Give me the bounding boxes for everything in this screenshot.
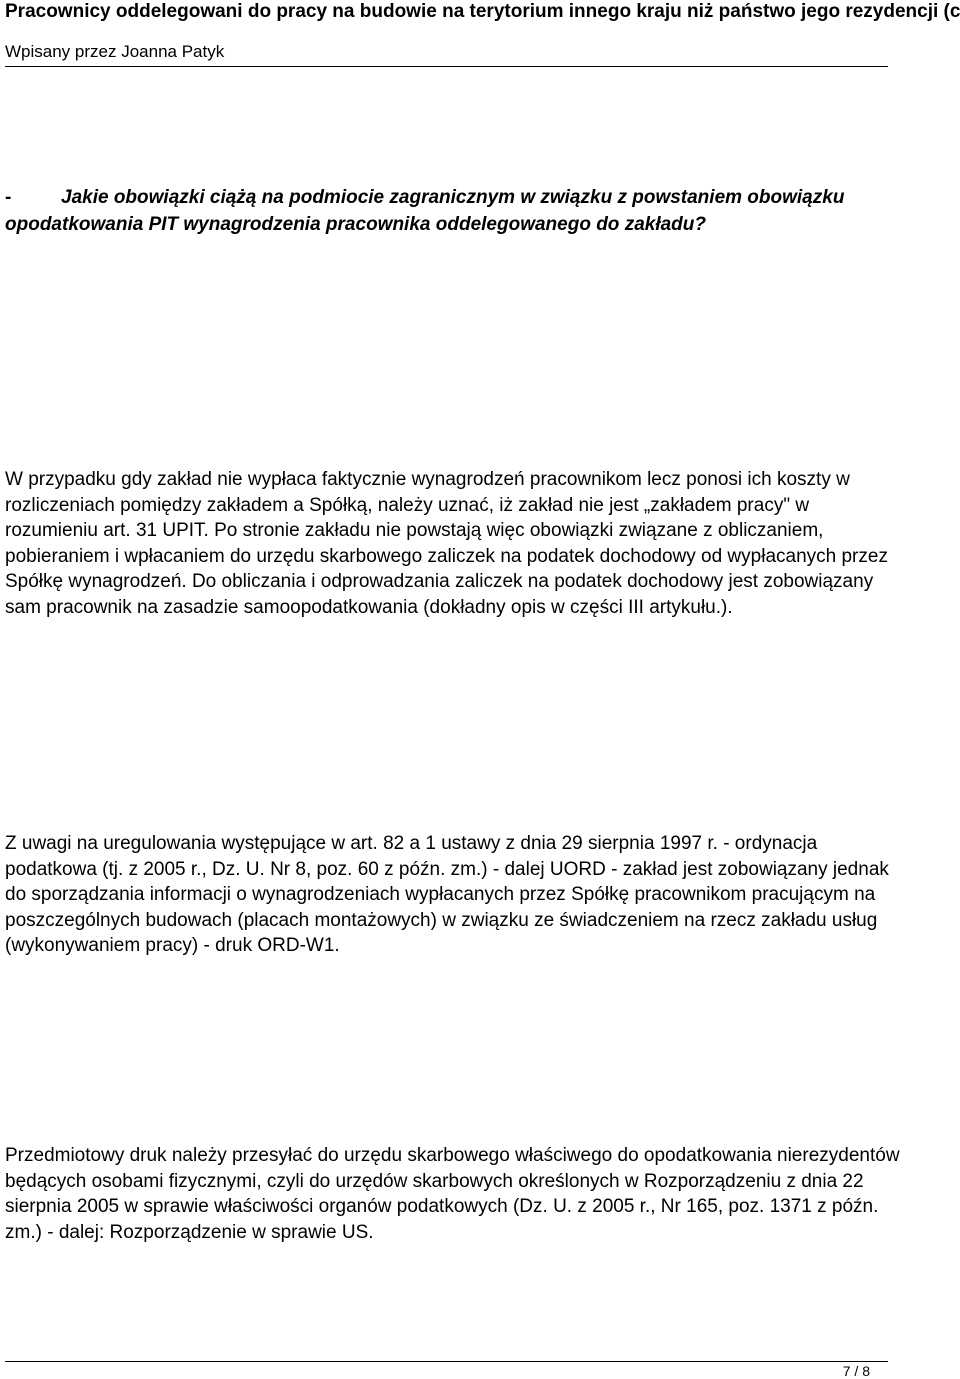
footer-divider [5, 1361, 888, 1362]
paragraph-2: Z uwagi na uregulowania występujące w art. 82 a 1 ustawy z dnia 29 sierpnia 1997 r. - ordynacja podatkowa (tj. z 2005 r., Dz. U. Nr 8, poz. 60 z późn. zm.) - dalej UORD - zakład jest zobowiązany jednak do sporządzania informacji o wynagrodzeniach wypłacanych przez Spółkę pracownikom pracującym na poszczególnych budowach (placach montażowych) w związku ze świadczeniem na rzecz zakładu usług (wykonywaniem pracy) - druk ORD-W1. [5, 833, 889, 957]
paragraph-3: Przedmiotowy druk należy przesyłać do urzędu skarbowego właściwego do opodatkowania nierezydentów będących osobami fizycznymi, czyli do urzędów skarbowych określonych w Rozporządzeniu z dnia 22 sierpnia 2005 w sprawie właściwości organów podatkowych (Dz. U. z 2005 r., Nr 165, poz. 1371 z późn. zm.) - dalej: Rozporządzenie w sprawie US. [5, 1145, 900, 1243]
page-number: 7 / 8 [842, 1363, 870, 1379]
question-heading [5, 184, 905, 238]
question-dash: - [5, 187, 12, 208]
question-text: Jakie obowiązki ciążą na podmiocie zagranicznym w związku z powstaniem obowiązku opodatkowania PIT wynagrodzenia pracownika oddelegowanego do zakładu? [5, 187, 845, 235]
page-header [5, 0, 960, 70]
paragraph-1: W przypadku gdy zakład nie wypłaca faktycznie wynagrodzeń pracownikom lecz ponosi ich koszty w rozliczeniach pomiędzy zakładem a Spółką, należy uznać, iż zakład nie jest „zakładem pracy" w rozumieniu art. 31 UPIT. Po stronie zakładu nie powstają więc obowiązki związane z obliczaniem, pobieraniem i wpłacaniem do urzędu skarbowego zaliczek na podatek dochodowy od wypłacanych przez Spółkę wynagrodzeń. Do obliczania i odprowadzania zaliczek na podatek dochodowy jest zobowiązany sam pracownik na zasadzie samoopodatkowania (dokładny opis w części III artykułu.). [5, 469, 888, 618]
author-line: Wpisany przez Joanna Patyk [5, 42, 225, 61]
document-title: Pracownicy oddelegowani do pracy na budowie na terytorium innego kraju niż państwo jego rezydencji (c [5, 1, 960, 22]
header-divider [5, 66, 888, 67]
